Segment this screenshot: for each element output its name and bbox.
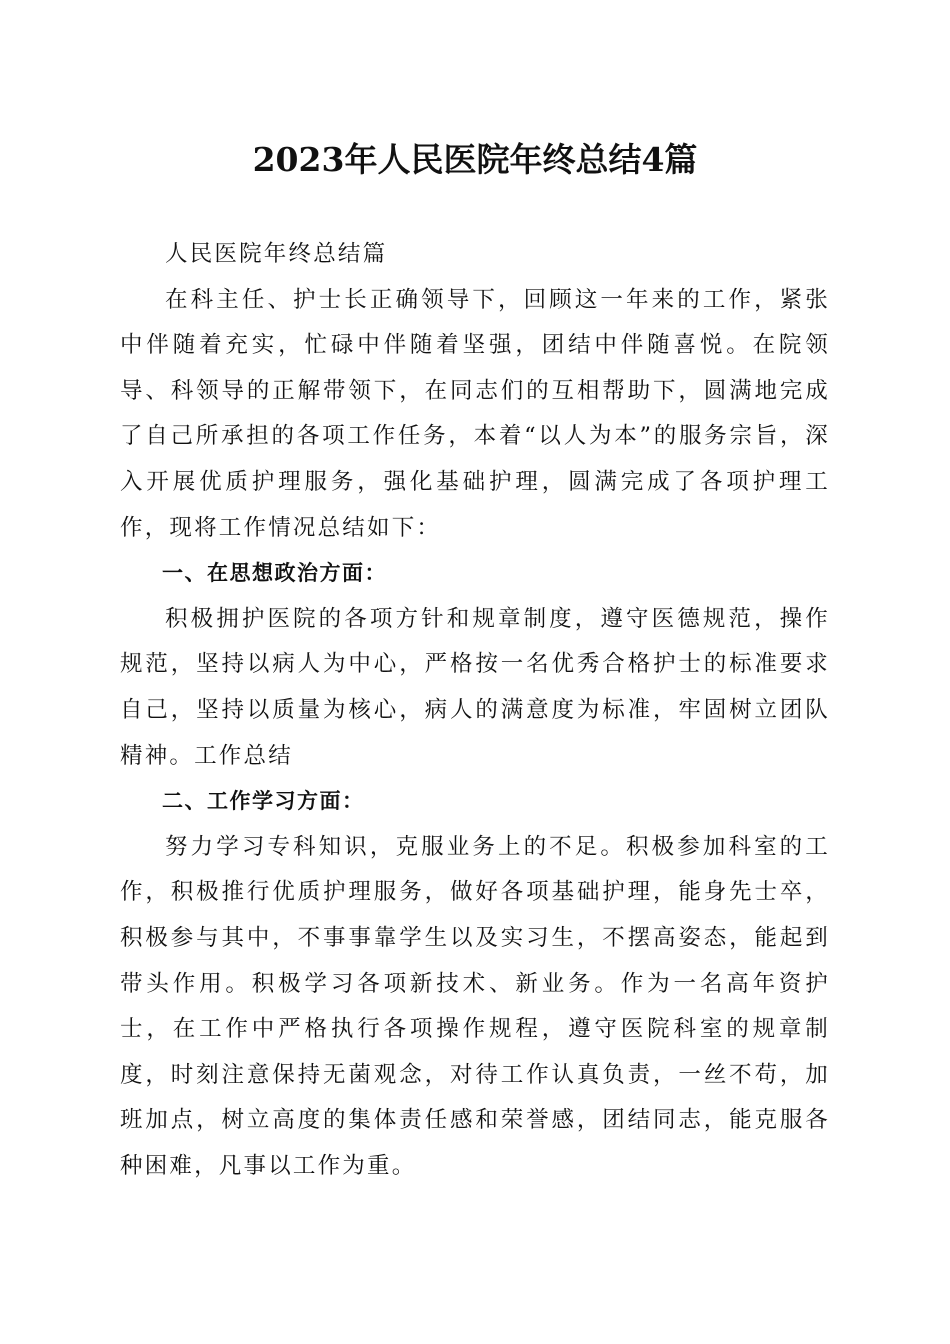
section-body-work-study: 努力学习专科知识，克服业务上的不足。积极参加科室的工作，积极推行优质护理服务，做好各项基础护理，能身先士卒，积极参与其中，不事事靠学生以及实习生，不摆高姿态，能起到带头作用。积极学习各项新技术、新业务。作为一名高年资护士，在工作中严格执行各项操作规程，遵守医院科室的规章制度，时刻注意保持无菌观念，对待工作认真负责，一丝不苟，加班加点，树立高度的集体责任感和荣誉感，团结同志，能克服各种困难，凡事以工作为重。 <box>120 833 830 1179</box>
section-heading-work-study: 二、工作学习方面： <box>162 789 365 814</box>
document-title: 2023年人民医院年终总结4篇 <box>252 140 698 179</box>
document-subtitle: 人民医院年终总结篇 <box>165 241 388 267</box>
section-body-political: 积极拥护医院的各项方针和规章制度，遵守医德规范，操作规范，坚持以病人为中心，严格按一名优秀合格护士的标准要求自己，坚持以质量为核心，病人的满意度为标准，牢固树立团队精神。工作总结 <box>120 605 830 769</box>
section-heading-political: 一、在思想政治方面： <box>162 561 387 586</box>
intro-paragraph: 在科主任、护士长正确领导下，回顾这一年来的工作，紧张中伴随着充实，忙碌中伴随着坚强，团结中伴随喜悦。在院领导、科领导的正解带领下，在同志们的互相帮助下，圆满地完成了自己所承担的各项工作任务，本着“以人为本”的服务宗旨，深入开展优质护理服务，强化基础护理，圆满完成了各项护理工作，现将工作情况总结如下： <box>120 286 830 541</box>
document-body <box>120 232 830 1189</box>
